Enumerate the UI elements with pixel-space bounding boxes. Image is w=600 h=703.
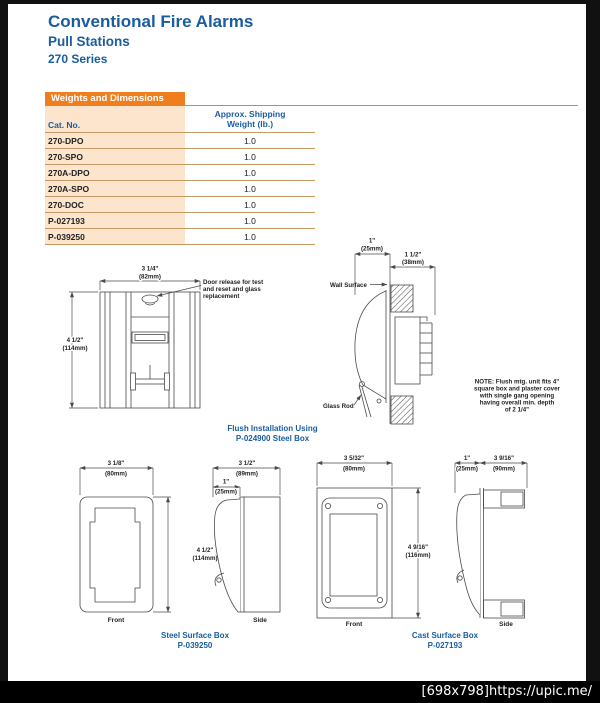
weights-table	[45, 106, 315, 245]
col-header-weight: Approx. Shipping Weight (lb.)	[214, 109, 286, 130]
cast-side-width-dimension	[480, 455, 527, 488]
watermark-text: [698x798]https://upic.me/	[421, 684, 592, 699]
table-row: P-027193 1.0	[45, 213, 315, 229]
steel-box-side-view	[214, 497, 280, 612]
watermark-bar	[0, 681, 600, 703]
width-dim-mm: (82mm)	[138, 273, 162, 281]
wall-section	[390, 281, 413, 424]
table-row: P-039250 1.0	[45, 229, 315, 245]
page-subtitle: Pull Stations	[48, 33, 130, 49]
svg-text:Door release for test: Door release for test	[203, 279, 264, 286]
svg-text:(116mm): (116mm)	[405, 552, 431, 559]
station-front-outline	[100, 292, 200, 408]
height-dim-in: 4 1/2"	[66, 337, 84, 344]
glass-rod-callout	[323, 395, 361, 410]
table-row: 270A-SPO 1.0	[45, 181, 315, 197]
cast-box-side-view	[457, 488, 525, 618]
svg-text:3 1/8": 3 1/8"	[107, 460, 125, 467]
steel-box-drawing	[55, 455, 290, 630]
series-label: 270 Series	[48, 51, 108, 66]
steel-box-front-view	[80, 497, 153, 612]
back-box	[395, 317, 420, 384]
svg-text:of 2 1/4": of 2 1/4"	[504, 406, 530, 414]
steel-box-caption: Steel Surface Box P-039250	[160, 631, 230, 651]
cast-box-caption: Cast Surface Box P-027193	[411, 631, 479, 651]
svg-text:having overall min. depth: having overall min. depth	[479, 399, 555, 407]
glass-rod-label: Glass Rod	[323, 403, 354, 410]
steel-front-label: Front	[107, 617, 125, 624]
svg-text:(25mm): (25mm)	[214, 488, 238, 496]
mounting-screw	[458, 576, 462, 580]
cast-front-width-dimension	[317, 455, 392, 486]
svg-text:3 9/16": 3 9/16"	[493, 455, 515, 462]
table-row: 270-SPO 1.0	[45, 149, 315, 165]
section-banner: Weights and Dimensions	[45, 92, 185, 106]
flush-mounting-note	[474, 379, 561, 414]
svg-text:(114mm): (114mm)	[192, 555, 218, 562]
svg-text:(89mm): (89mm)	[235, 470, 259, 478]
cast-box-front-view	[317, 488, 392, 618]
page-title: Conventional Fire Alarms	[48, 12, 254, 31]
svg-text:NOTE: Flush mtg. unit fits 4": NOTE: Flush mtg. unit fits 4"	[474, 378, 560, 386]
steel-front-width-dimension	[80, 460, 153, 495]
cast-box-drawing	[308, 450, 548, 630]
steel-side-projection-dimension	[213, 479, 240, 497]
height-dim-mm: (114mm)	[62, 345, 88, 352]
svg-text:1": 1"	[222, 478, 230, 486]
mounting-screw	[217, 578, 221, 582]
flush-front-drawing	[60, 262, 310, 422]
table-row: 270-DOC 1.0	[45, 197, 315, 213]
table-row: 270-DPO 1.0	[45, 133, 315, 149]
width-dim-in: 3 1/4"	[141, 265, 159, 273]
table-header-row	[45, 106, 315, 133]
mounting-lug-bottom	[484, 600, 525, 618]
depth-dim-mm: (38mm)	[401, 259, 425, 266]
flush-caption: Flush Installation Using P-024900 Steel Box	[227, 424, 318, 444]
svg-text:(90mm): (90mm)	[492, 465, 516, 473]
svg-text:square box and plaster cover: square box and plaster cover	[474, 385, 560, 393]
steel-front-height-dimension	[153, 497, 218, 612]
height-dimension	[62, 292, 98, 408]
page-header	[48, 12, 253, 66]
svg-text:(80mm): (80mm)	[342, 465, 366, 473]
svg-text:3 5/32": 3 5/32"	[343, 455, 365, 462]
svg-text:replacement: replacement	[203, 293, 240, 300]
cast-side-projection-dimension	[455, 455, 480, 493]
table-row: 270A-DPO 1.0	[45, 165, 315, 181]
wall-surface-label: Wall Surface	[330, 282, 367, 289]
svg-text:4 1/2": 4 1/2"	[196, 547, 214, 554]
width-dimension	[100, 266, 200, 291]
proj-dim-mm: (25mm)	[360, 245, 384, 253]
svg-text:(25mm): (25mm)	[455, 465, 479, 473]
svg-text:(80mm): (80mm)	[104, 470, 128, 478]
svg-text:4 9/16": 4 9/16"	[407, 544, 429, 551]
wall-surface-callout	[330, 282, 387, 289]
mounting-lug-top	[484, 490, 525, 508]
svg-text:1": 1"	[463, 455, 471, 462]
proj-dim-in: 1"	[368, 237, 376, 245]
cast-front-label: Front	[345, 621, 363, 628]
col-header-cat-no: Cat. No.	[45, 106, 185, 132]
svg-text:3 1/2": 3 1/2"	[238, 460, 256, 467]
svg-text:and reset and glass: and reset and glass	[203, 286, 261, 293]
svg-text:with single gang opening: with single gang opening	[479, 392, 555, 400]
cast-side-label: Side	[499, 621, 513, 628]
wall-hatch-top	[391, 285, 413, 312]
steel-side-label: Side	[253, 617, 267, 624]
cast-front-height-dimension	[392, 488, 431, 618]
flush-side-drawing	[315, 233, 585, 433]
wall-hatch-bottom	[391, 396, 413, 424]
depth-dim-in: 1 1/2"	[404, 251, 422, 259]
